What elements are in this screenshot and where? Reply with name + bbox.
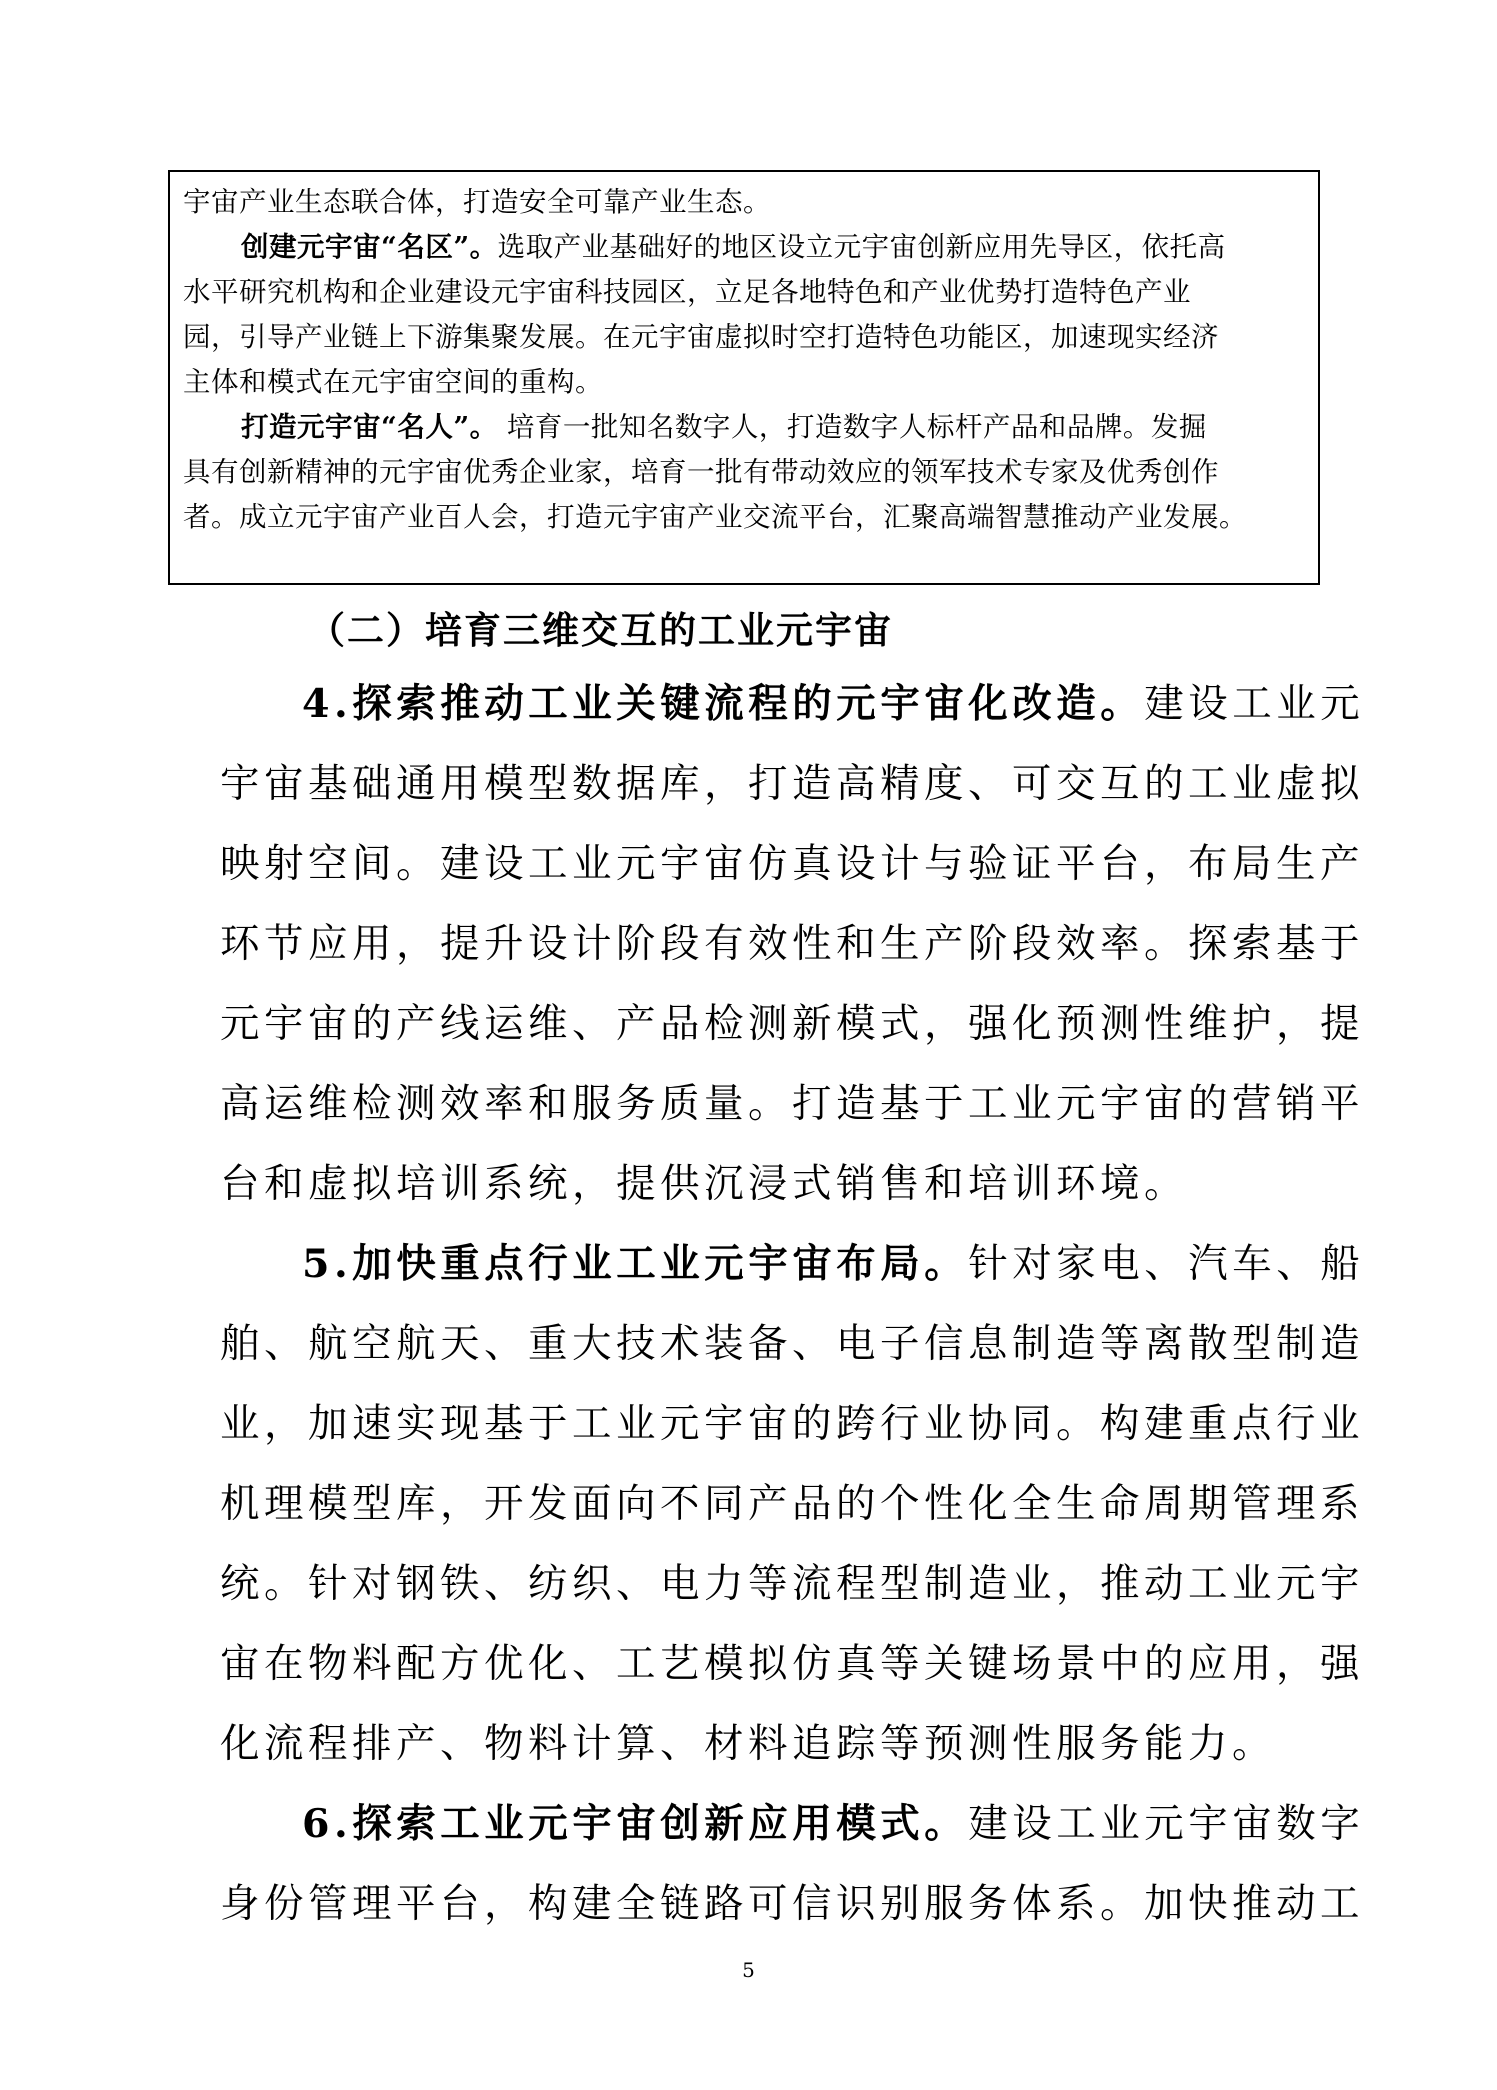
text: 者。成立元宇宙产业百人会，打造元宇宙产业交流平台，汇聚高端智慧推动产业发展。 (183, 501, 1247, 533)
body-line (220, 1224, 1365, 1304)
text: 化流程排产、物料计算、材料追踪等预测性服务能力。 (220, 1721, 1276, 1767)
box-line (183, 180, 1310, 225)
text: 主体和模式在元宇宙空间的重构。 (183, 366, 603, 398)
body-line (220, 1304, 1364, 1384)
body-line (220, 1144, 1280, 1224)
paragraph-heading: 6.探索工业元宇宙创新应用模式。 (302, 1801, 969, 1847)
paragraph-heading: 5.加快重点行业工业元宇宙布局。 (302, 1241, 969, 1287)
body-line (220, 664, 1365, 744)
subheading: 打造元宇宙“名人”。 (241, 411, 498, 443)
page-number: 5 (742, 1958, 755, 1982)
text: 高运维检测效率和服务质量。打造基于工业元宇宙的营销平 (220, 1081, 1364, 1127)
body-line (220, 1864, 1364, 1944)
body-line (220, 1544, 1364, 1624)
box-line (183, 360, 1310, 405)
text: 建设工业元 (1144, 681, 1365, 727)
text: 宙在物料配方优化、工艺模拟仿真等关键场景中的应用，强 (220, 1641, 1364, 1687)
section-heading: （二）培育三维交互的工业元宇宙 (308, 608, 893, 652)
text: 具有创新精神的元宇宙优秀企业家，培育一批有带动效应的领军技术专家及优秀创作 (183, 456, 1219, 488)
body-line (220, 1064, 1364, 1144)
body-line (220, 744, 1364, 824)
text: 针对家电、汽车、船 (968, 1241, 1365, 1287)
box-line (183, 270, 1310, 315)
box-line (183, 450, 1310, 495)
text: 宇宙基础通用模型数据库，打造高精度、可交互的工业虚拟 (220, 761, 1364, 807)
body-line (220, 824, 1364, 904)
subheading: 创建元宇宙“名区”。 (241, 231, 498, 263)
text: 身份管理平台，构建全链路可信识别服务体系。加快推动工 (220, 1881, 1364, 1927)
text: 舶、航空航天、重大技术装备、电子信息制造等离散型制造 (220, 1321, 1364, 1367)
body-line (220, 1384, 1364, 1464)
box-line (183, 405, 1310, 450)
text: 元宇宙的产线运维、产品检测新模式，强化预测性维护，提 (220, 1001, 1364, 1047)
boxed-section (168, 170, 1320, 585)
paragraph-4 (220, 664, 1365, 1224)
text: 统。针对钢铁、纺织、电力等流程型制造业，推动工业元宇 (220, 1561, 1364, 1607)
text: 建设工业元宇宙数字 (968, 1801, 1365, 1847)
paragraph-6 (220, 1784, 1365, 1944)
text: 选取产业基础好的地区设立元宇宙创新应用先导区，依托高 (497, 231, 1226, 263)
body-line (220, 1704, 1280, 1784)
body-line (220, 984, 1364, 1064)
text: 业，加速实现基于工业元宇宙的跨行业协同。构建重点行业 (220, 1401, 1364, 1447)
paragraph-heading: 4.探索推动工业关键流程的元宇宙化改造。 (302, 681, 1145, 727)
body-line (220, 1784, 1365, 1864)
text: 机理模型库，开发面向不同产品的个性化全生命周期管理系 (220, 1481, 1364, 1527)
body-line (220, 1624, 1364, 1704)
text: 园，引导产业链上下游集聚发展。在元宇宙虚拟时空打造特色功能区，加速现实经济 (183, 321, 1219, 353)
text: 培育一批知名数字人，打造数字人标杆产品和品牌。发掘 (497, 411, 1207, 443)
text: 映射空间。建设工业元宇宙仿真设计与验证平台，布局生产 (220, 841, 1364, 887)
body-line (220, 1464, 1364, 1544)
text: 台和虚拟培训系统，提供沉浸式销售和培训环境。 (220, 1161, 1188, 1207)
box-line (183, 315, 1310, 360)
text: 环节应用，提升设计阶段有效性和生产阶段效率。探索基于 (220, 921, 1364, 967)
text: 水平研究机构和企业建设元宇宙科技园区，立足各地特色和产业优势打造特色产业 (183, 276, 1191, 308)
box-line (183, 495, 1310, 540)
text: 宇宙产业生态联合体，打造安全可靠产业生态。 (183, 186, 771, 218)
body-line (220, 904, 1364, 984)
box-line (183, 225, 1310, 270)
paragraph-5 (220, 1224, 1365, 1784)
